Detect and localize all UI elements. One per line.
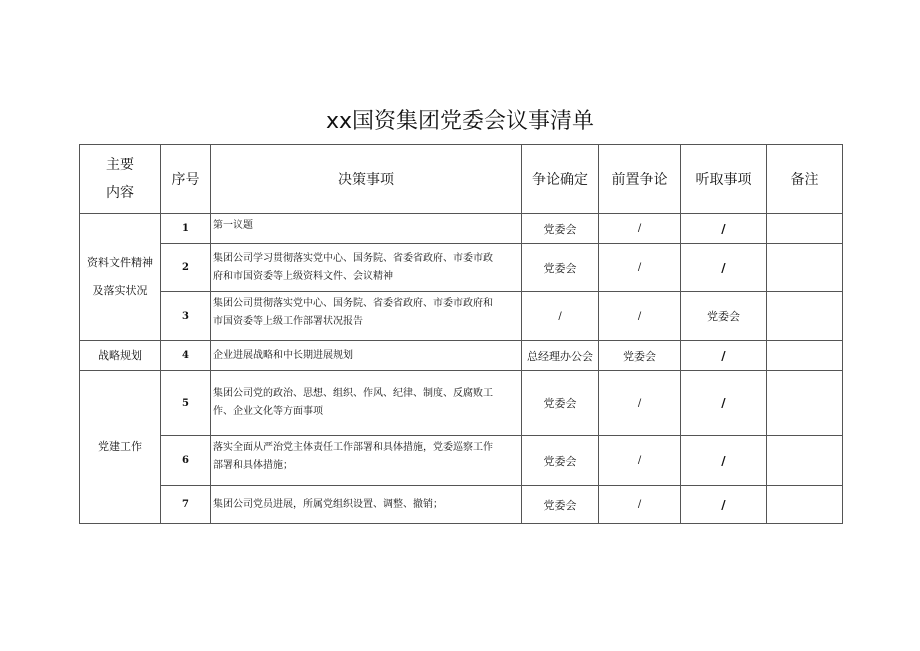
- row-item: [211, 214, 522, 244]
- row-remark: [767, 486, 843, 524]
- row-item-line: 集团公司党的政治、思想、组织、作风、纪律、制度、反腐败工: [213, 388, 493, 399]
- header-category-line1: 主要: [106, 157, 134, 173]
- table-row: [80, 436, 843, 486]
- row-item-line: 市国资委等上级工作部署状况报告: [213, 316, 363, 327]
- category-strategy: 战略规划: [80, 341, 161, 371]
- row-item: [211, 371, 522, 436]
- row-listen: /: [681, 436, 767, 486]
- header-row: [80, 145, 843, 214]
- row-listen: /: [681, 244, 767, 292]
- table-row: [80, 214, 843, 244]
- row-decide: 党委会: [522, 244, 599, 292]
- row-item-line: 落实全面从严治党主体责任工作部署和具体措施，党委巡察工作: [213, 442, 493, 453]
- row-item-line: 府和市国资委等上级资料文件、会议精神: [213, 270, 393, 282]
- row-item: [211, 341, 522, 371]
- agenda-table: [79, 144, 843, 524]
- category-documents: [80, 214, 161, 341]
- row-item: [211, 436, 522, 486]
- row-pre: /: [599, 214, 681, 244]
- header-category: [80, 145, 161, 214]
- row-no: 1: [161, 214, 211, 244]
- row-no: 2: [161, 244, 211, 292]
- row-no: 3: [161, 292, 211, 341]
- category-documents-line2: 及落实状况: [92, 284, 148, 297]
- row-remark: [767, 292, 843, 341]
- row-item: [211, 292, 522, 341]
- row-remark: [767, 244, 843, 292]
- row-decide: /: [522, 292, 599, 341]
- row-item-line: 集团公司党员进展，所属党组织设置、调整、撤销；: [213, 498, 443, 510]
- row-pre: /: [599, 292, 681, 341]
- row-listen: /: [681, 341, 767, 371]
- header-no: 序号: [161, 145, 211, 214]
- row-item-line: 企业进展战略和中长期进展规划: [213, 349, 353, 361]
- header-remark: 备注: [767, 145, 843, 214]
- row-pre: /: [599, 371, 681, 436]
- row-item-line: 作、企业文化等方面事项: [213, 406, 323, 417]
- row-remark: [767, 436, 843, 486]
- row-pre: /: [599, 436, 681, 486]
- row-decide: 党委会: [522, 371, 599, 436]
- row-decide: 总经理办公会: [522, 341, 599, 371]
- page-title: xx国资集团党委会议事清单: [325, 109, 595, 134]
- header-decide: 争论确定: [522, 145, 599, 214]
- row-item-line: 集团公司贯彻落实党中心、国务院、省委省政府、市委市政府和: [213, 298, 493, 309]
- table-row: [80, 486, 843, 524]
- row-decide: 党委会: [522, 486, 599, 524]
- row-listen: 党委会: [681, 292, 767, 341]
- table-row: [80, 292, 843, 341]
- row-item-line: 部署和具体措施；: [213, 460, 293, 471]
- row-listen: /: [681, 486, 767, 524]
- row-remark: [767, 371, 843, 436]
- header-category-line2: 内容: [106, 185, 134, 201]
- row-no: 4: [161, 341, 211, 371]
- row-item-line: 集团公司学习贯彻落实党中心、国务院、省委省政府、市委市政: [213, 252, 493, 264]
- row-no: 6: [161, 436, 211, 486]
- row-pre: /: [599, 486, 681, 524]
- table-row: [80, 371, 843, 436]
- row-decide: 党委会: [522, 214, 599, 244]
- row-decide: 党委会: [522, 436, 599, 486]
- row-no: 7: [161, 486, 211, 524]
- category-documents-line1: 资料文件精神: [87, 256, 153, 269]
- table-row: [80, 244, 843, 292]
- row-item-line: 第一议题: [213, 220, 253, 231]
- category-party-building: 党建工作: [80, 371, 161, 524]
- row-item: [211, 244, 522, 292]
- header-item: 决策事项: [211, 145, 522, 214]
- row-listen: /: [681, 214, 767, 244]
- row-item: [211, 486, 522, 524]
- header-pre: 前置争论: [599, 145, 681, 214]
- row-remark: [767, 341, 843, 371]
- row-pre: /: [599, 244, 681, 292]
- row-no: 5: [161, 371, 211, 436]
- row-listen: /: [681, 371, 767, 436]
- header-listen: 听取事项: [681, 145, 767, 214]
- table-row: [80, 341, 843, 371]
- row-remark: [767, 214, 843, 244]
- row-pre: 党委会: [599, 341, 681, 371]
